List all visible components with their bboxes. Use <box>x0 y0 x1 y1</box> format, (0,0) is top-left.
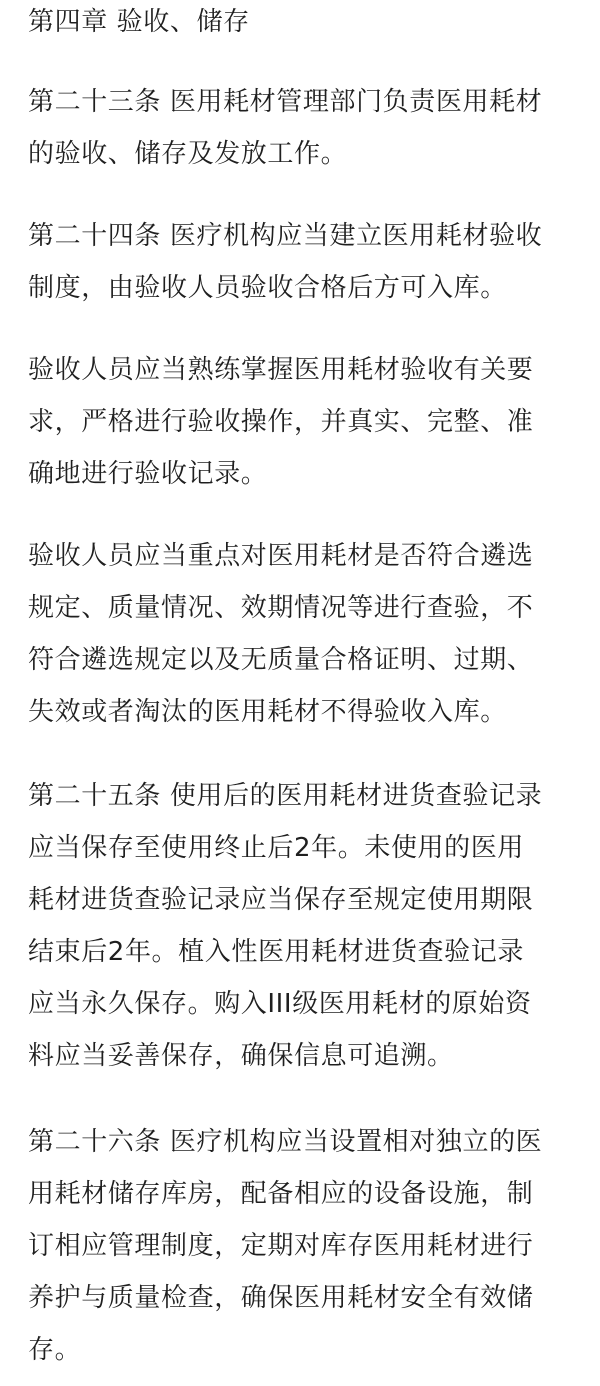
article-23-line-1: 第二十三条 医用耗材管理部门负责医用耗材 <box>28 87 543 117</box>
article-26-line-2: 用耗材储存库房，配备相应的设备设施，制 <box>28 1179 534 1209</box>
article-25-line-4: 结束后2年。植入性医用耗材进货查验记录 <box>28 937 524 967</box>
article-25-line-5: 应当永久保存。购入III级医用耗材的原始资 <box>28 989 532 1019</box>
article-25-line-3: 耗材进货查验记录应当保存至规定使用期限 <box>28 885 534 915</box>
acceptance-personnel-2-line-1: 验收人员应当重点对医用耗材是否符合遴选 <box>28 541 534 571</box>
acceptance-personnel-2-line-2: 规定、质量情况、效期情况等进行查验，不 <box>28 593 534 623</box>
article-24-paragraph <box>28 210 574 314</box>
acceptance-personnel-1-line-3: 确地进行验收记录。 <box>28 459 268 489</box>
article-24-line-1: 第二十四条 医疗机构应当建立医用耗材验收 <box>28 221 543 251</box>
acceptance-personnel-paragraph-1 <box>28 344 574 500</box>
article-26-line-5: 存。 <box>28 1335 82 1365</box>
article-26-line-3: 订相应管理制度，定期对库存医用耗材进行 <box>28 1231 534 1261</box>
article-26-line-1: 第二十六条 医疗机构应当设置相对独立的医 <box>28 1127 543 1157</box>
acceptance-personnel-paragraph-2 <box>28 530 574 738</box>
acceptance-personnel-2-line-3: 符合遴选规定以及无质量合格证明、过期、 <box>28 645 534 675</box>
acceptance-personnel-1-line-1: 验收人员应当熟练掌握医用耗材验收有关要 <box>28 355 534 385</box>
article-25-line-2: 应当保存至使用终止后2年。未使用的医用 <box>28 833 524 863</box>
article-24-line-2: 制度，由验收人员验收合格后方可入库。 <box>28 273 507 303</box>
article-25-paragraph <box>28 770 574 1082</box>
article-26-paragraph <box>28 1116 574 1376</box>
article-26-line-4: 养护与质量检查，确保医用耗材安全有效储 <box>28 1283 534 1313</box>
article-23-line-2: 的验收、储存及发放工作。 <box>28 139 348 169</box>
article-25-line-1: 第二十五条 使用后的医用耗材进货查验记录 <box>28 781 543 811</box>
chapter-title: 第四章 验收、储存 <box>28 7 250 37</box>
acceptance-personnel-1-line-2: 求，严格进行验收操作，并真实、完整、准 <box>28 407 534 437</box>
article-23-paragraph <box>28 76 574 180</box>
article-25-line-6: 料应当妥善保存，确保信息可追溯。 <box>28 1041 454 1071</box>
acceptance-personnel-2-line-4: 失效或者淘汰的医用耗材不得验收入库。 <box>28 697 507 727</box>
